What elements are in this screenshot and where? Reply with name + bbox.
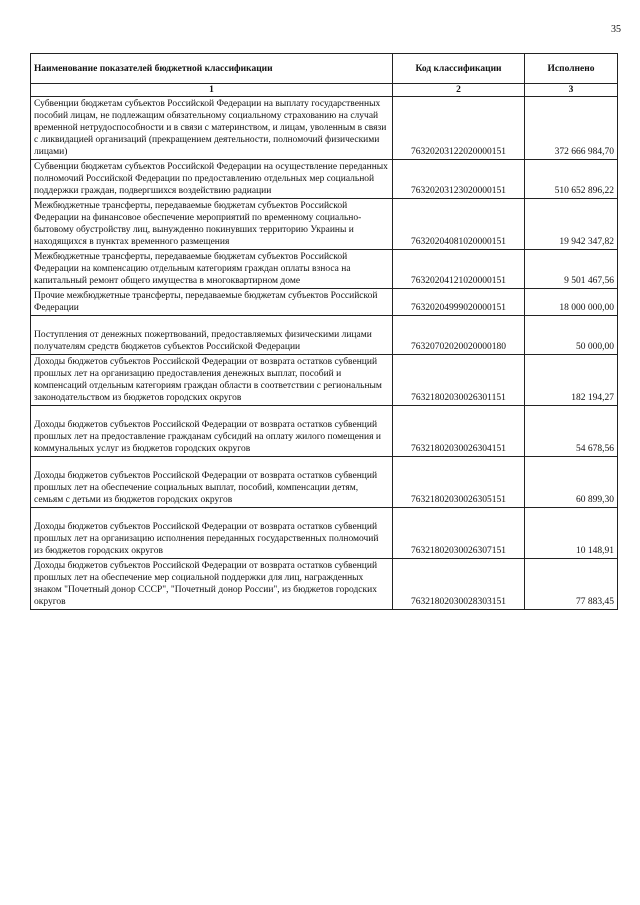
table-row — [31, 406, 618, 457]
row-code: 76320702020020000180 — [393, 316, 525, 355]
header-value: Исполнено — [525, 54, 618, 84]
header-name: Наименование показателей бюджетной классификации — [31, 54, 393, 84]
table-row — [31, 199, 618, 250]
row-code: 76321802030026304151 — [393, 406, 525, 457]
row-name-text: Поступления от денежных пожертвований, предоставляемых физическими лицами получателям средств бюджетов субъектов Российской Федерации — [34, 330, 372, 352]
table-row — [31, 316, 618, 355]
row-name: Доходы бюджетов субъектов Российской Федерации от возврата остатков субвенций прошлых лет на организацию предоставления денежных выплат, пособий и компенсаций отдельным категориям граждан области в соответствии с региональным законодательством из бюджетов городских округов — [31, 355, 393, 406]
row-code: 76320204081020000151 — [393, 199, 525, 250]
row-name — [31, 316, 393, 355]
row-value: 372 666 984,70 — [525, 97, 618, 160]
row-name: Доходы бюджетов субъектов Российской Федерации от возврата остатков субвенций прошлых лет на обеспечение мер социальной поддержки для лиц, награжденных знаком "Почетный донор СССР", "Почетный донор России", из бюджетов городских округов — [31, 559, 393, 610]
table-row — [31, 289, 618, 316]
row-value: 10 148,91 — [525, 508, 618, 559]
row-name — [31, 406, 393, 457]
budget-table — [30, 53, 618, 610]
table-row — [31, 508, 618, 559]
row-value: 54 678,56 — [525, 406, 618, 457]
row-name-text: Доходы бюджетов субъектов Российской Федерации от возврата остатков субвенций прошлых лет на организацию исполнения переданных государственных полномочий из бюджетов городских округов — [34, 522, 379, 556]
row-name: Прочие межбюджетные трансферты, передаваемые бюджетам субъектов Российской Федерации — [31, 289, 393, 316]
header-row — [31, 54, 618, 84]
row-name — [31, 508, 393, 559]
row-code: 76320204999020000151 — [393, 289, 525, 316]
row-name: Межбюджетные трансферты, передаваемые бюджетам субъектов Российской Федерации на компенсацию отдельным категориям граждан оплаты взноса на капитальный ремонт общего имущества в многоквартирном доме — [31, 250, 393, 289]
table-row — [31, 355, 618, 406]
column-number-row — [31, 84, 618, 97]
row-name-text: Доходы бюджетов субъектов Российской Федерации от возврата остатков субвенций прошлых лет на обеспечение социальных выплат, пособий, компенсации детям, семьям с детьми из бюджетов городских округов — [34, 471, 378, 505]
row-name: Межбюджетные трансферты, передаваемые бюджетам субъектов Российской Федерации на финансовое обеспечение мероприятий по временному социально-бытовому обустройству лиц, вынужденно покинувших территорию Украины и находящихся в пунктах временного размещения — [31, 199, 393, 250]
row-code: 76321802030026301151 — [393, 355, 525, 406]
row-name — [31, 457, 393, 508]
row-name: Субвенции бюджетам субъектов Российской Федерации на осуществление переданных полномочий Российской Федерации по предоставлению отдельных мер социальной поддержки граждан, подвергшихся воздействию радиации — [31, 160, 393, 199]
row-value: 60 899,30 — [525, 457, 618, 508]
page-number: 35 — [611, 24, 621, 35]
row-value: 18 000 000,00 — [525, 289, 618, 316]
column-number: 1 — [31, 84, 393, 97]
column-number: 3 — [525, 84, 618, 97]
row-name-text: Доходы бюджетов субъектов Российской Федерации от возврата остатков субвенций прошлых лет на предоставление гражданам субсидий на оплату жилого помещения и коммунальных услуг из бюджетов городских округов — [34, 420, 381, 454]
row-code: 76320203122020000151 — [393, 97, 525, 160]
row-code: 76320204121020000151 — [393, 250, 525, 289]
column-number: 2 — [393, 84, 525, 97]
table-row — [31, 250, 618, 289]
row-value: 77 883,45 — [525, 559, 618, 610]
header-code: Код классификации — [393, 54, 525, 84]
table-row — [31, 559, 618, 610]
row-code: 76321802030026305151 — [393, 457, 525, 508]
table-row — [31, 160, 618, 199]
row-value: 510 652 896,22 — [525, 160, 618, 199]
row-code: 76321802030026307151 — [393, 508, 525, 559]
row-code: 76321802030028303151 — [393, 559, 525, 610]
row-value: 50 000,00 — [525, 316, 618, 355]
table-row — [31, 97, 618, 160]
row-code: 76320203123020000151 — [393, 160, 525, 199]
row-value: 19 942 347,82 — [525, 199, 618, 250]
row-value: 182 194,27 — [525, 355, 618, 406]
row-name: Субвенции бюджетам субъектов Российской Федерации на выплату государственных пособий лицам, не подлежащим обязательному социальному страхованию на случай временной нетрудоспособности и в связи с материнством, и лицам, уволенным в связи с ликвидацией организаций (прекращением деятельности, полномочий физическими лицами) — [31, 97, 393, 160]
row-value: 9 501 467,56 — [525, 250, 618, 289]
table-row — [31, 457, 618, 508]
